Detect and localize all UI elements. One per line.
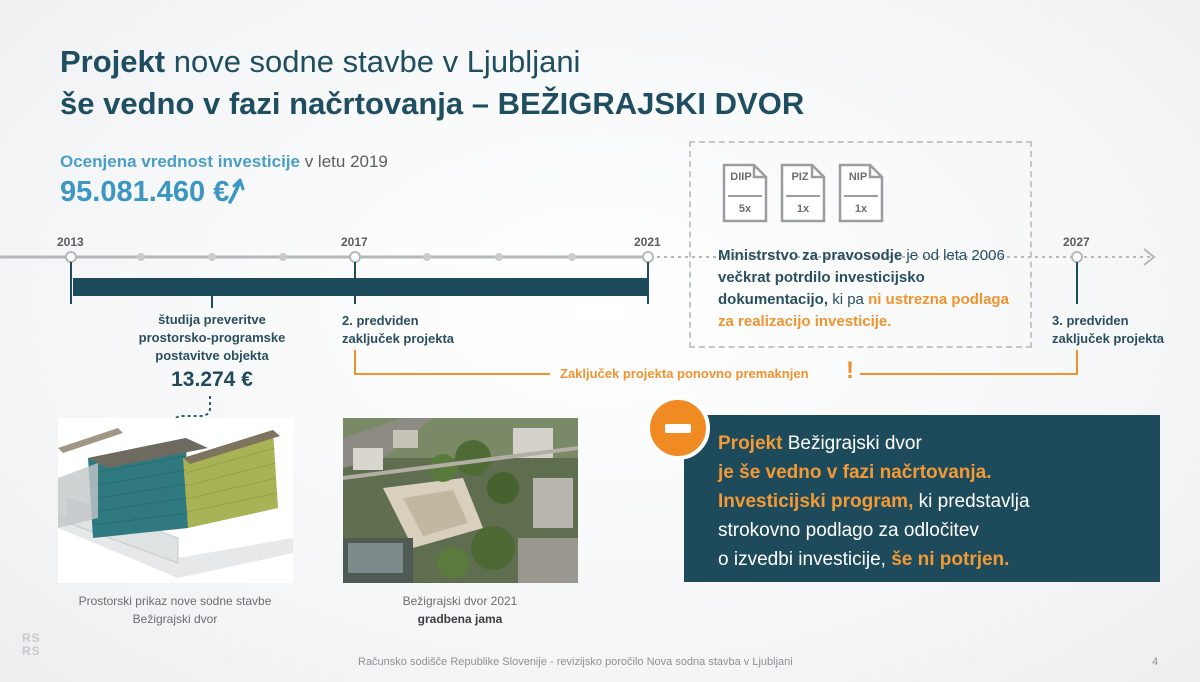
page-title-line2: še vedno v fazi načrtovanja – BEŽIGRAJSKI DVOR — [60, 86, 805, 121]
doc-count: 1x — [854, 203, 868, 215]
doc-count: 1x — [796, 203, 810, 215]
doc-count: 5x — [738, 203, 752, 215]
doc-diip — [722, 163, 768, 228]
milestone-2-caption: 2. predviden zaključek projekta — [342, 313, 454, 346]
page-number: 4 — [1152, 656, 1159, 668]
doc-title: NIP — [848, 171, 868, 183]
conclusion-text: Projekt Bežigrajski dvor je še vedno v fazi načrtovanja. Investicijski program, ki predstavlja strokovno podlago za odločitev o izvedbi investicije, še ni potrjen. — [718, 433, 1030, 570]
photo2-caption: Bežigrajski dvor 2021 gradbena jama — [402, 594, 518, 626]
year-2021: 2021 — [634, 235, 661, 249]
study-caption: študija preveritve prostorsko-programske postavitve objekta — [138, 312, 286, 363]
delay-text: Zaključek projekta ponovno premaknjen — [560, 366, 809, 381]
construction-pit-photo — [343, 418, 578, 583]
rs-logo: RS RS — [22, 631, 41, 658]
doc-title: DIIP — [730, 171, 752, 183]
doc-title: PIZ — [791, 171, 809, 183]
year-2013: 2013 — [57, 235, 84, 249]
estimate-label: Ocenjena vrednost investicije v letu 2019 — [60, 152, 388, 171]
ministry-statement: Ministrstvo za pravosodje je od leta 2006 večkrat potrdilo investicijsko dokumentacijo, ki pa ni ustrezna podlaga za realizacijo investicije. — [718, 247, 1009, 330]
year-2017: 2017 — [341, 235, 368, 249]
milestone-3-caption: 3. predviden zaključek projekta — [1052, 313, 1164, 346]
trend-up-icon — [226, 178, 248, 206]
warning-mark: ! — [846, 357, 854, 384]
doc-piz — [780, 163, 826, 228]
page-title-line1: Projekt nove sodne stavbe v Ljubljani — [60, 44, 581, 79]
minus-circle-icon — [646, 396, 710, 460]
building-rendering — [58, 418, 293, 583]
doc-nip — [838, 163, 884, 228]
study-value: 13.274 € — [171, 368, 253, 391]
footer-text: Računsko sodišče Republike Slovenije - revizijsko poročilo Nova sodna stavba v Ljubljani — [358, 656, 793, 668]
year-2027: 2027 — [1063, 235, 1090, 249]
estimate-value: 95.081.460 € — [60, 176, 230, 208]
photo1-caption: Prostorski prikaz nove sodne stavbe Bežigrajski dvor — [78, 594, 272, 626]
